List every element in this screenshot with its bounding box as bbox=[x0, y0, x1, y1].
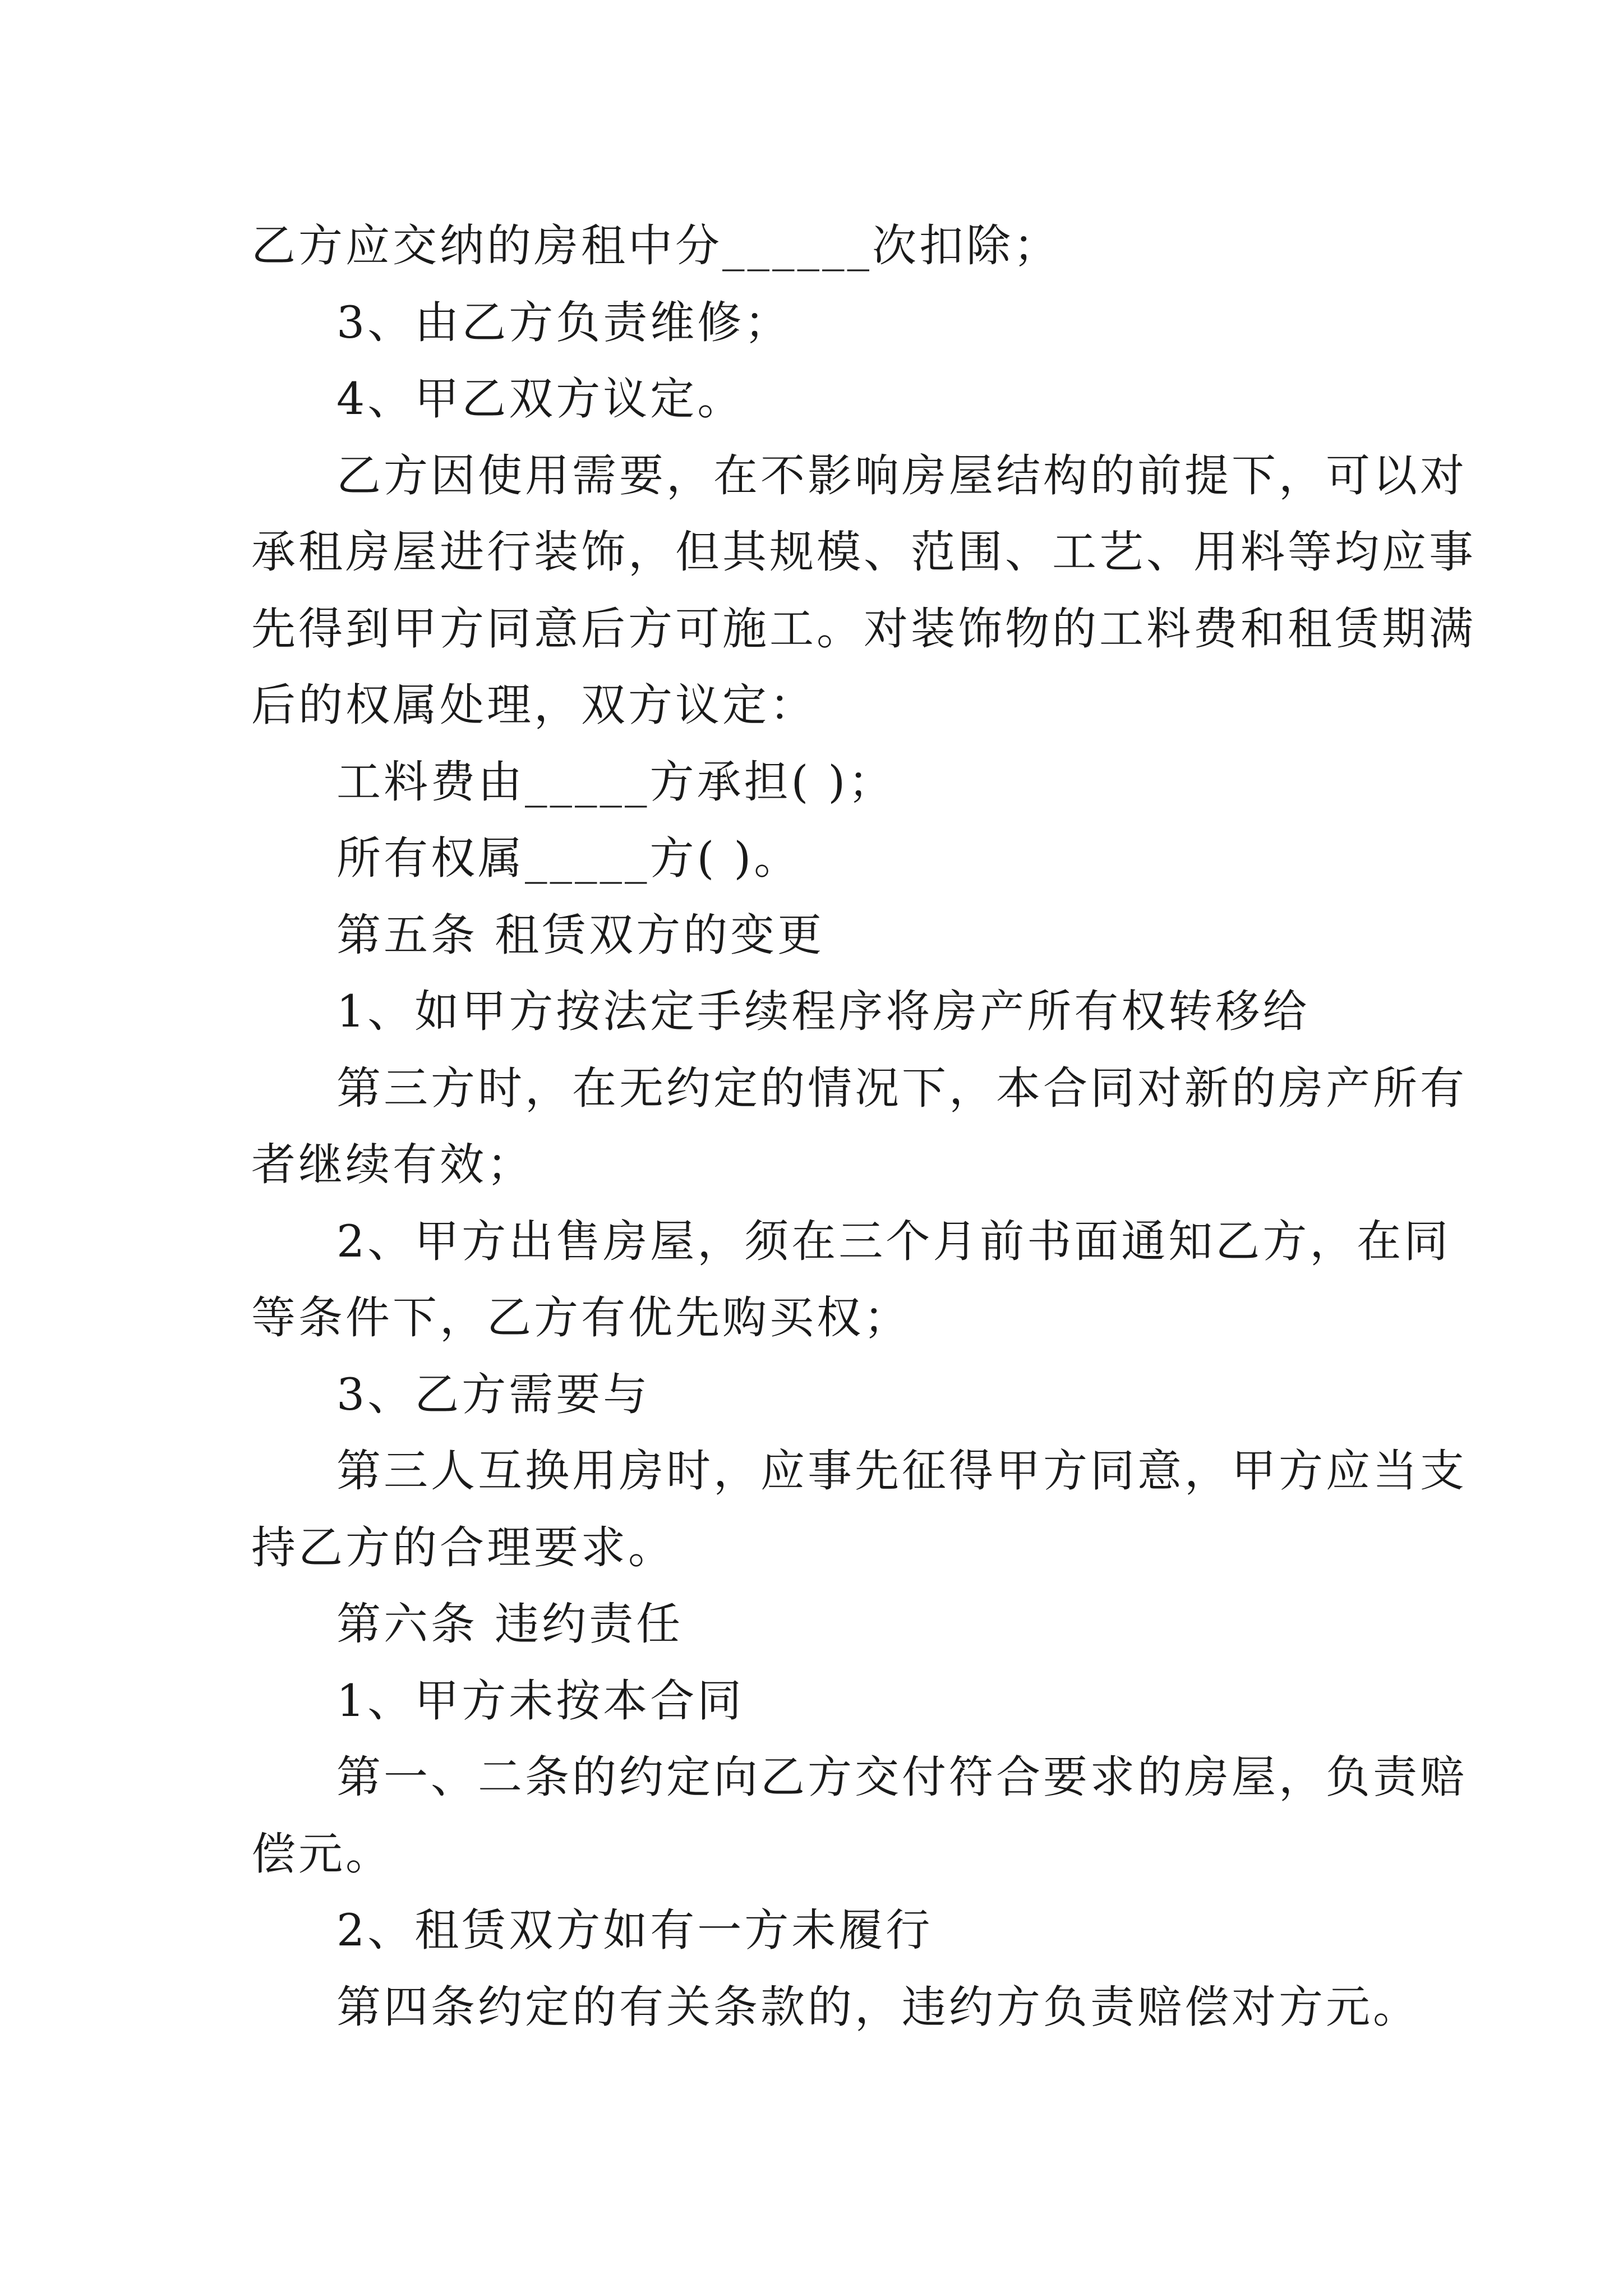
paragraph-line: 工料费由_____方承担( )； bbox=[336, 756, 896, 808]
paragraph-line: 第四条约定的有关条款的，违约方负责赔偿对方元。 bbox=[336, 1981, 1420, 2033]
paragraph-line: 先得到甲方同意后方可施工。对装饰物的工料费和租赁期满 bbox=[251, 602, 1476, 655]
document-body bbox=[251, 208, 1476, 2045]
paragraph-line: 乙方因使用需要，在不影响房屋结构的前提下，可以对 bbox=[336, 449, 1467, 501]
paragraph-line: 承租房屋进行装饰，但其规模、范围、工艺、用料等均应事 bbox=[251, 526, 1476, 578]
paragraph-line: 1、如甲方按法定手续程序将房产所有权转移给 bbox=[336, 986, 1310, 1037]
section-heading: 第五条 租赁双方的变更 bbox=[336, 909, 825, 961]
paragraph-line: 者继续有效； bbox=[251, 1139, 534, 1190]
paragraph-line: 2、租赁双方如有一方未履行 bbox=[336, 1904, 933, 1956]
paragraph-line: 后的权属处理，双方议定： bbox=[251, 679, 817, 731]
paragraph-line: 第三人互换用房时，应事先征得甲方同意，甲方应当支 bbox=[336, 1445, 1467, 1497]
paragraph-line: 2、甲方出售房屋，须在三个月前书面通知乙方，在同 bbox=[336, 1215, 1451, 1267]
paragraph-line: 乙方应交纳的房租中分______次扣除； bbox=[251, 220, 1061, 272]
paragraph-line: 4、甲乙双方议定。 bbox=[336, 373, 745, 425]
paragraph-line: 第三方时，在无约定的情况下，本合同对新的房产所有 bbox=[336, 1062, 1467, 1114]
paragraph-line: 3、由乙方负责维修； bbox=[336, 296, 792, 348]
paragraph-line: 持乙方的合理要求。 bbox=[251, 1521, 675, 1573]
paragraph-line: 等条件下，乙方有优先购买权； bbox=[251, 1292, 911, 1343]
paragraph-line: 1、甲方未按本合同 bbox=[336, 1674, 745, 1727]
paragraph-line: 第一、二条的约定向乙方交付符合要求的房屋，负责赔 bbox=[336, 1751, 1467, 1803]
paragraph-line: 偿元。 bbox=[251, 1828, 393, 1880]
paragraph-line: 所有权属_____方( )。 bbox=[336, 832, 801, 884]
paragraph-line: 3、乙方需要与 bbox=[336, 1368, 651, 1420]
section-heading: 第六条 违约责任 bbox=[336, 1598, 684, 1650]
